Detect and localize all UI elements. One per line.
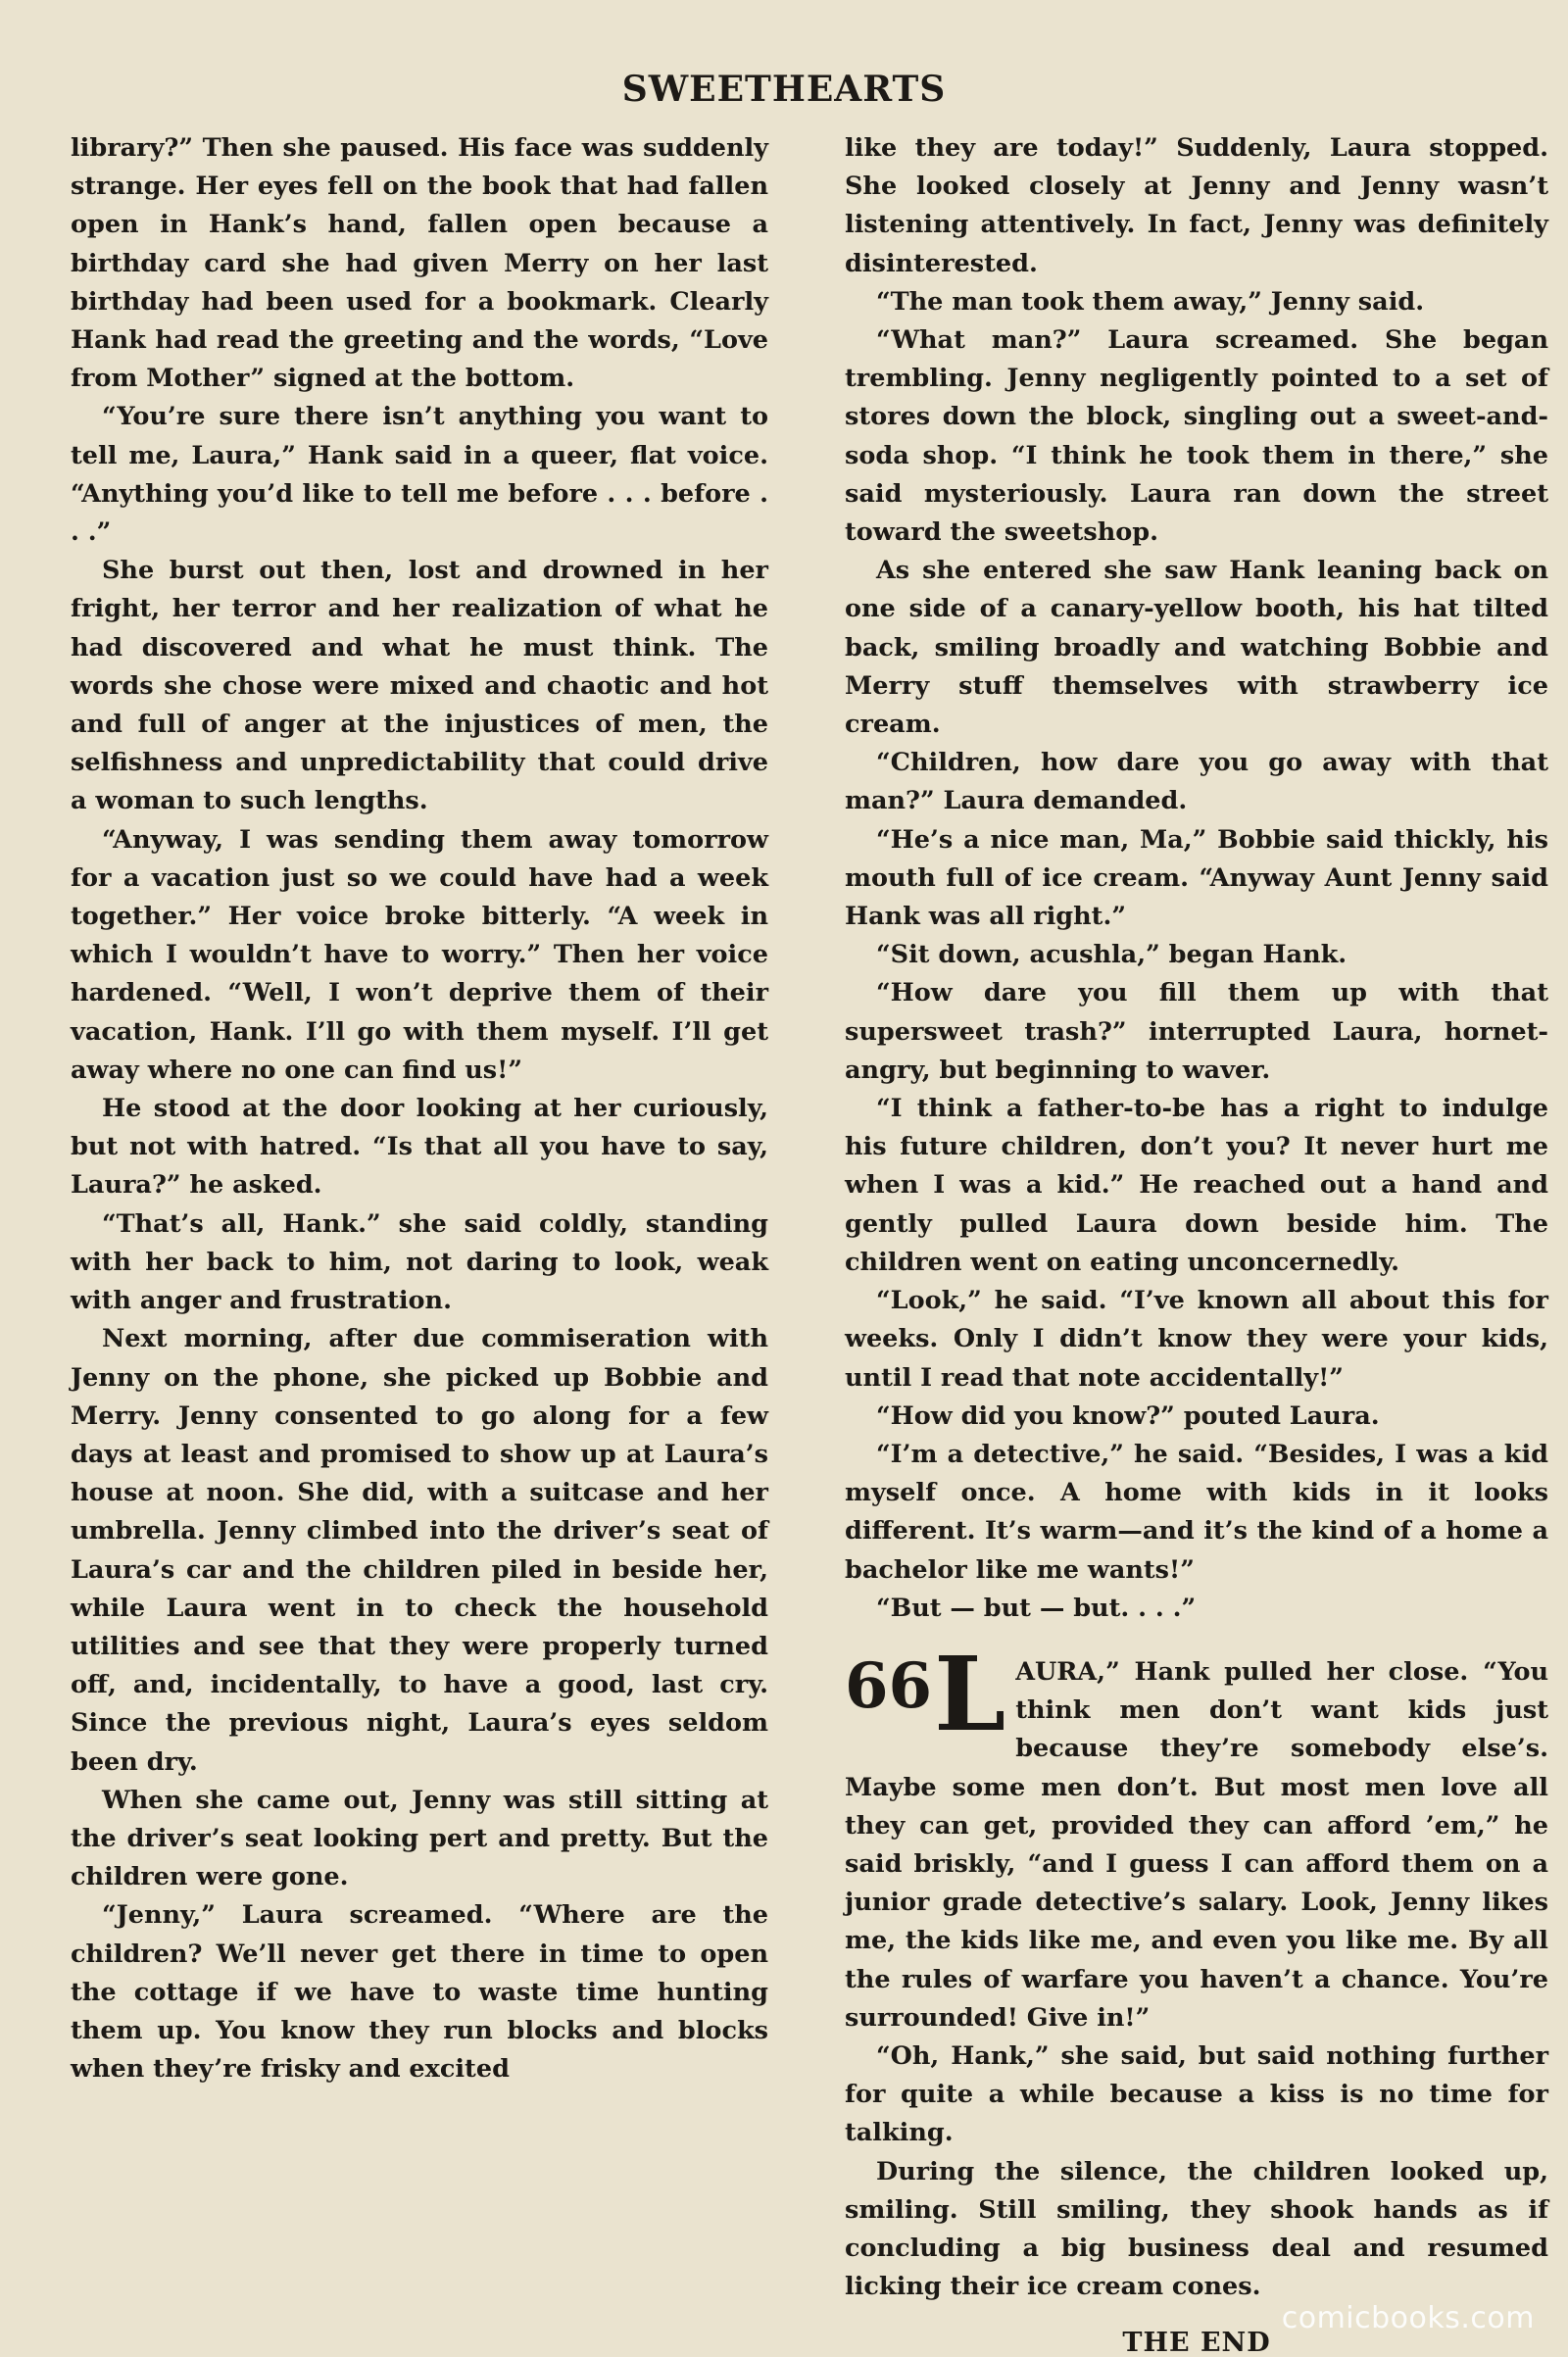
paragraph: “The man took them away,” Jenny said. (876, 286, 1425, 317)
paragraph: She burst out then, lost and drowned in her fright, her terror and her realization of what he had discovered and what he must think. The words she chose were mixed and chaotic and hot and full of anger at the injustices of men, the selfishness and unpredictability that could drive a woman to such lengths. (71, 556, 768, 816)
paragraph: “Anyway, I was sending them away tomorrow for a vacation just so we could have had a week together.” Her voice broke bitterly. “A week in which I wouldn’t have to worry.” Then her voice hardened. “Well, I won’t deprive them of their vacation, Hank. I’ll go with them myself. I’ll get away where no one can find us!” (71, 824, 768, 1085)
dropcap-paragraph (845, 1633, 1548, 2038)
paragraph: “You’re sure there isn’t anything you want to tell me, Laura,” Hank said in a queer, flat voice. “Anything you’d like to tell me before . . . before . . .” (71, 402, 768, 548)
paragraph: “Children, how dare you go away with that man?” Laura demanded. (845, 748, 1548, 816)
paragraph: “How did you know?” pouted Laura. (876, 1400, 1380, 1431)
paragraph: “What man?” Laura screamed. She began trembling. Jenny negligently pointed to a set of stores down the block, singling out a sweet-and-soda shop. “I think he took them in there,” she said mysteriously. Laura ran down the street toward the sweetshop. (845, 325, 1548, 548)
paragraph: “That’s all, Hank.” she said coldly, standing with her back to him, not daring to look, weak with anger and frustration. (71, 1208, 768, 1316)
right-column (845, 129, 1548, 2357)
paragraph: “Sit down, acushla,” began Hank. (876, 940, 1348, 970)
paragraph: As she entered she saw Hank leaning back on one side of a canary-yellow booth, his hat tilted back, smiling broadly and watching Bobbie and Merry stuff themselves with strawberry ice cream. (845, 556, 1548, 740)
paragraph: “But — but — but. . . .” (876, 1593, 1197, 1623)
dropcap-letter: L (934, 1633, 1006, 1754)
paragraph: He stood at the door looking at her curiously, but not with hatred. “Is that all you have to say, Laura?” he asked. (71, 1094, 768, 1201)
paragraph: “I’m a detective,” he said. “Besides, I was a kid myself once. A home with kids in it looks different. It’s warm—and it’s the kind of a home a bachelor like me wants!” (845, 1439, 1548, 1585)
dropcap-quote-mark: 66 (845, 1648, 933, 1723)
paragraph: “He’s a nice man, Ma,” Bobbie said thickly, his mouth full of ice cream. “Anyway Aunt Jenny said Hank was all right.” (845, 824, 1548, 932)
running-header: SWEETHEARTS (621, 69, 947, 110)
paragraph: like they are today!” Suddenly, Laura stopped. She looked closely at Jenny and Jenny wasn’t listening attentively. In fact, Jenny was definitely disinterested. (845, 133, 1548, 278)
paragraph: During the silence, the children looked up, smiling. Still smiling, they shook hands as if concluding a big business deal and resumed licking their ice cream cones. (845, 2156, 1548, 2302)
watermark: comicbooks.com (1281, 2301, 1535, 2335)
paragraph: “Look,” he said. “I’ve known all about this for weeks. Only I didn’t know they were your kids, until I read that note accidentally!” (845, 1286, 1548, 1393)
paragraph: “I think a father-to-be has a right to indulge his future children, don’t you? It never hurt me when I was a kid.” He reached out a hand and gently pulled Laura down beside him. The children went on eating unconcernedly. (845, 1094, 1548, 1277)
end-mark: THE END (1122, 2328, 1271, 2357)
dropcap-text: AURA,” Hank pulled her close. “You think men don’t want kids just because they’re somebody else’s. Maybe some men don’t. But most men love all they can get, provided they can afford ’em,” he said briskly, “and I guess I can afford them on a junior grade detective’s salary. Look, Jenny likes me, the kids like me, and even you like me. By all the rules of warfare you haven’t a chance. You’re surrounded! Give in!” (845, 1656, 1548, 2033)
paragraph: Next morning, after due commiseration with Jenny on the phone, she picked up Bobbie and Merry. Jenny consented to go along for a few days at least and promised to show up at Laura’s house at noon. She did, with a suitcase and her umbrella. Jenny climbed into the driver’s seat of Laura’s car and the children piled in beside her, while Laura went in to check the household utilities and see that they were properly turned off, and, incidentally, to have a good, last cry. Since the previous night, Laura’s eyes seldom been dry. (71, 1324, 768, 1777)
paragraph: When she came out, Jenny was still sitting at the driver’s seat looking pert and pretty. But the children were gone. (71, 1785, 768, 1892)
paragraph: “Jenny,” Laura screamed. “Where are the children? We’ll never get there in time to open the cottage if we have to waste time hunting them up. You know they run blocks and blocks when they’re frisky and excited (71, 1900, 768, 2085)
paragraph: “Oh, Hank,” she said, but said nothing further for quite a while because a kiss is no time for talking. (845, 2040, 1548, 2148)
paragraph: “How dare you fill them up with that supersweet trash?” interrupted Laura, hornet-angry, but beginning to waver. (845, 978, 1548, 1085)
left-column (71, 129, 768, 2088)
paragraph: library?” Then she paused. His face was suddenly strange. Her eyes fell on the book that had fallen open in Hank’s hand, fallen open because a birthday card she had given Merry on her last birthday had been used for a bookmark. Clearly Hank had read the greeting and the words, “Love from Mother” signed at the bottom. (71, 133, 768, 394)
